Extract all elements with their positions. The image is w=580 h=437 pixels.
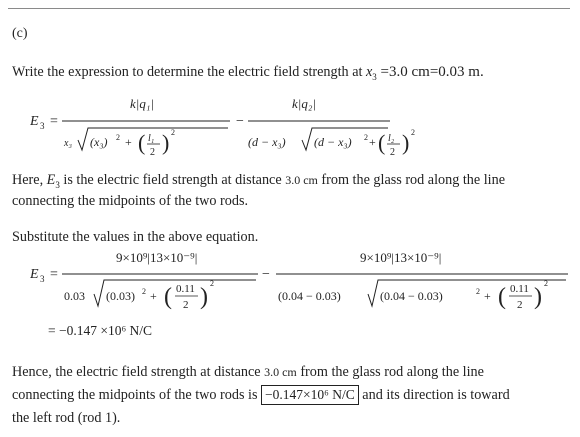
svg-text:(: ( [378,130,386,155]
svg-text:): ) [162,130,170,155]
intro-text [12,62,484,88]
intro-x-sub: 3 [372,71,377,82]
intro-x-var: x [365,64,373,80]
svg-text:2: 2 [544,279,548,288]
svg-text:+: + [484,289,491,303]
formula-2 [30,244,570,316]
svg-text:2: 2 [142,287,146,296]
top-divider [8,8,570,9]
f2-num2: 9×10⁹|13×10⁻⁹| [360,250,442,265]
f2-den1-frac-den: 2 [183,299,189,311]
f1-den2-inner2-den: 2 [390,147,395,158]
hence-line-2 [12,385,510,406]
svg-text:2: 2 [210,279,214,288]
svg-text:2: 2 [364,133,368,142]
svg-text:=: = [50,267,58,282]
here-line-2: connecting the midpoints of the two rods. [12,193,249,209]
here-p1: Here, [12,172,47,188]
svg-text:): ) [200,284,208,310]
hence-p1: Hence, the electric field strength at distance [12,364,265,380]
f1-den2-prefix: (d − x₃) [248,135,286,149]
svg-text:(: ( [164,284,172,310]
f1-lhs-sub: 3 [40,121,45,131]
svg-text:2: 2 [171,128,175,137]
formula-1-tail [378,118,418,158]
here-dist: 3.0 cm [285,173,318,187]
hence-line-3: the left rod (rod 1). [12,410,121,426]
hence-dist: 3.0 cm [264,365,297,379]
svg-text:2: 2 [411,128,415,137]
hence-p4: and its direction is toward [358,387,510,403]
intro-lead: Write the expression to determine the electric field strength at [12,64,366,80]
svg-text:): ) [534,284,542,310]
f2-den1-prefix: 0.03 [64,289,85,303]
substitute-text: Substitute the values in the above equation. [12,229,259,245]
f1-num2: k|q₂| [292,96,316,111]
svg-text:=: = [50,114,58,129]
here-p3: from the glass rod along the line [317,172,506,188]
f1-lhs: E [30,114,39,129]
svg-text:(: ( [138,130,146,155]
svg-text:2: 2 [116,133,120,142]
f1-num1: k|q₁| [130,96,154,111]
f1-den1-prefix: x₃ [64,138,72,149]
svg-text:(: ( [498,284,506,310]
svg-text:+: + [369,135,376,149]
svg-text:−: − [262,267,270,282]
part-label: (c) [12,26,28,41]
here-var-sub: 3 [55,179,60,190]
hence-p2: from the glass rod along the line [296,364,484,380]
f2-den1-inner1: (0.03) [106,289,135,303]
formula-1 [30,88,390,168]
hence-p3: connecting the midpoints of the two rods is [12,387,262,403]
svg-text:2: 2 [476,287,480,296]
f2-lhs-sub: 3 [40,274,45,284]
f2-den2-frac-num: 0.11 [510,283,529,295]
here-var: E [46,172,56,188]
f2-lhs: E [30,267,39,282]
hence-line-1 [12,362,484,383]
svg-text:+: + [125,135,132,149]
f1-den1-inner2: l₁ [148,133,155,144]
svg-text:+: + [150,289,157,303]
intro-eq: =3.0 cm=0.03 m. [376,64,484,80]
f1-den1-inner2-den: 2 [150,147,155,158]
result-line: = −0.147 ×10⁶ N/C [48,323,153,338]
svg-text:−: − [236,114,244,129]
f1-den2-inner2: l₂ [388,133,395,144]
f1-den1-inner1: (x₃) [90,135,108,149]
f1-den2-inner1: (d − x₃) [314,135,352,149]
f2-den1-frac-num: 0.11 [176,283,195,295]
f2-den2-prefix: (0.04 − 0.03) [278,289,341,303]
here-p2: is the electric field strength at distance [59,172,286,188]
boxed-answer: −0.147×10⁶ N/C [261,385,359,405]
f2-num1: 9×10⁹|13×10⁻⁹| [116,250,198,265]
f2-den2-inner1: (0.04 − 0.03) [380,289,443,303]
f2-den2-frac-den: 2 [517,299,523,311]
svg-text:): ) [402,130,410,155]
